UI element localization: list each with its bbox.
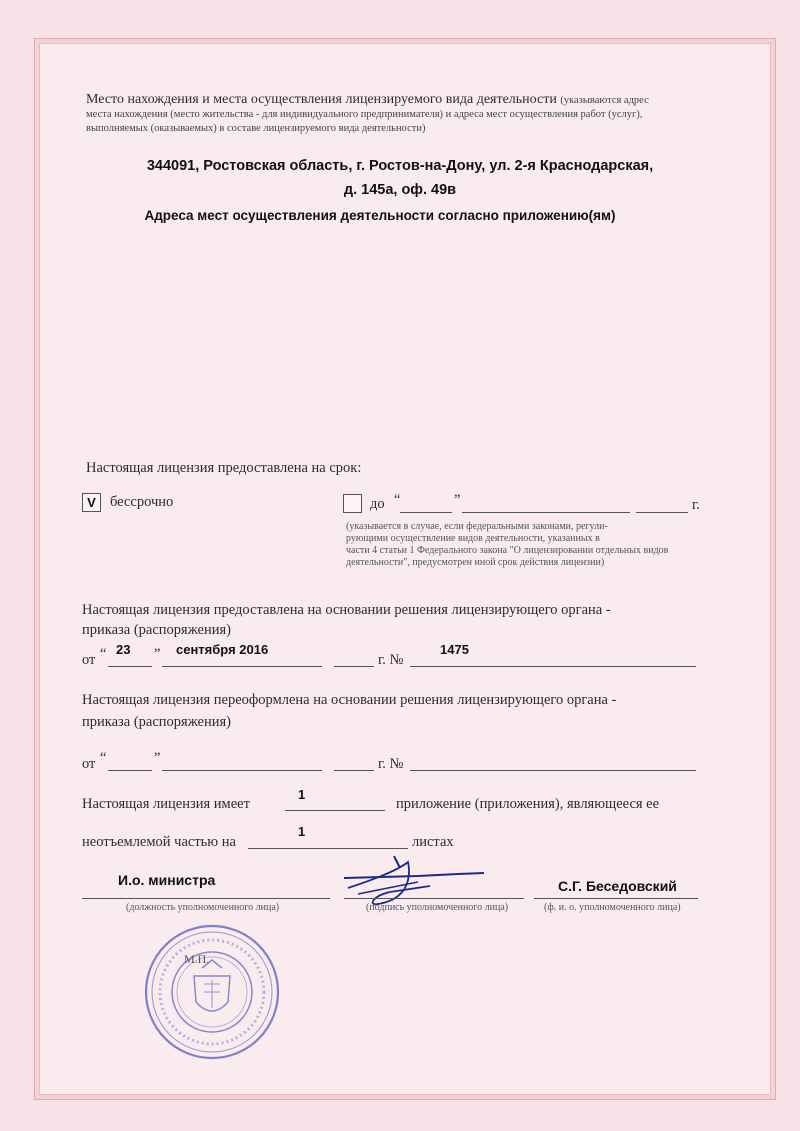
- basis-year-line: [334, 666, 374, 667]
- signatory-position: И.о. министра: [118, 872, 216, 888]
- until-year-suffix: г.: [692, 497, 700, 513]
- position-caption: (должность уполномоченного лица): [126, 902, 280, 913]
- reissue-year-suffix: г. №: [378, 756, 404, 772]
- until-year-line: [636, 512, 688, 513]
- basis-quote-open: “: [100, 646, 107, 662]
- reissue-quote-open: “: [100, 750, 107, 766]
- stamp-label: М.П.: [184, 952, 210, 966]
- term-note-4: деятельности", предусмотрен иной срок действия лицензии): [346, 557, 605, 568]
- appendix-sheets: 1: [298, 824, 306, 839]
- signatory-name: С.Г. Беседовский: [558, 878, 677, 894]
- location-label-main: Место нахождения и места осуществления лицензируемого вида деятельности: [86, 92, 557, 107]
- basis-year-suffix: г. №: [378, 652, 404, 668]
- appendix-label-3: неотъемлемой частью на: [82, 834, 236, 850]
- term-note-2: рующими осуществление видов деятельности, указанных в: [346, 533, 600, 544]
- name-line: [534, 898, 698, 899]
- term-note-1: (указывается в случае, если федеральными законами, регули-: [346, 521, 608, 532]
- reissue-year-line: [334, 770, 374, 771]
- basis-month-year: сентября 2016: [176, 642, 269, 657]
- reissue-label-1: Настоящая лицензия переоформлена на основании решения лицензирующего органа -: [82, 692, 617, 708]
- until-quote-open: “: [394, 492, 401, 508]
- reissue-day-line: [108, 770, 152, 771]
- signature-caption: (подпись уполномоченного лица): [366, 902, 509, 913]
- basis-number: 1475: [440, 642, 469, 657]
- signature-line: [344, 898, 524, 899]
- reissue-label-2: приказа (распоряжения): [82, 714, 231, 730]
- indefinite-checkbox[interactable]: V: [82, 493, 101, 512]
- official-seal: [142, 922, 282, 1062]
- appendix-count-line: [285, 810, 385, 811]
- until-quote-close: ”: [454, 492, 461, 508]
- location-label: [86, 92, 649, 108]
- position-line: [82, 898, 330, 899]
- until-day-line: [400, 512, 452, 513]
- address-line-1: 344091, Ростовская область, г. Ростов-на-Дону, ул. 2-я Краснодарская,: [146, 158, 654, 174]
- until-month-line: [462, 512, 630, 513]
- location-note-1: (указываются адрес: [560, 95, 649, 106]
- name-caption: (ф. и. о. уполномоченного лица): [544, 902, 681, 913]
- indefinite-label: бессрочно: [110, 494, 174, 510]
- basis-from-label: от: [82, 652, 96, 668]
- location-note-3: выполняемых (оказываемых) в составе лицензируемого вида деятельности): [86, 123, 426, 134]
- reissue-quote-close: ”: [154, 750, 161, 766]
- until-checkbox[interactable]: [343, 494, 362, 513]
- basis-month-line: [162, 666, 322, 667]
- location-note-2: места нахождения (место жительства - для индивидуального предпринимателя) и адреса мест осуществления работ (услуг),: [86, 109, 643, 120]
- appendix-count: 1: [298, 787, 306, 802]
- reissue-month-line: [162, 770, 322, 771]
- reissue-number-line: [410, 770, 696, 771]
- basis-number-line: [410, 666, 696, 667]
- until-label: до: [370, 496, 385, 512]
- appendix-label-1: Настоящая лицензия имеет: [82, 796, 250, 812]
- reissue-from-label: от: [82, 756, 96, 772]
- basis-day: 23: [116, 642, 131, 657]
- appendix-label-2: приложение (приложения), являющееся ее: [396, 796, 660, 812]
- term-label: Настоящая лицензия предоставлена на срок:: [86, 460, 362, 476]
- address-line-2: д. 145а, оф. 49в: [343, 182, 457, 198]
- appendix-label-4: листах: [412, 834, 454, 850]
- term-note-3: части 4 статьи 1 Федерального закона "О лицензировании отдельных видов: [346, 545, 669, 556]
- basis-quote-close: ”: [154, 646, 161, 662]
- basis-day-line: [108, 666, 152, 667]
- basis-label-2: приказа (распоряжения): [82, 622, 231, 638]
- basis-label-1: Настоящая лицензия предоставлена на основании решения лицензирующего органа -: [82, 602, 611, 618]
- address-line-3: Адреса мест осуществления деятельности согласно приложению(ям): [144, 208, 616, 223]
